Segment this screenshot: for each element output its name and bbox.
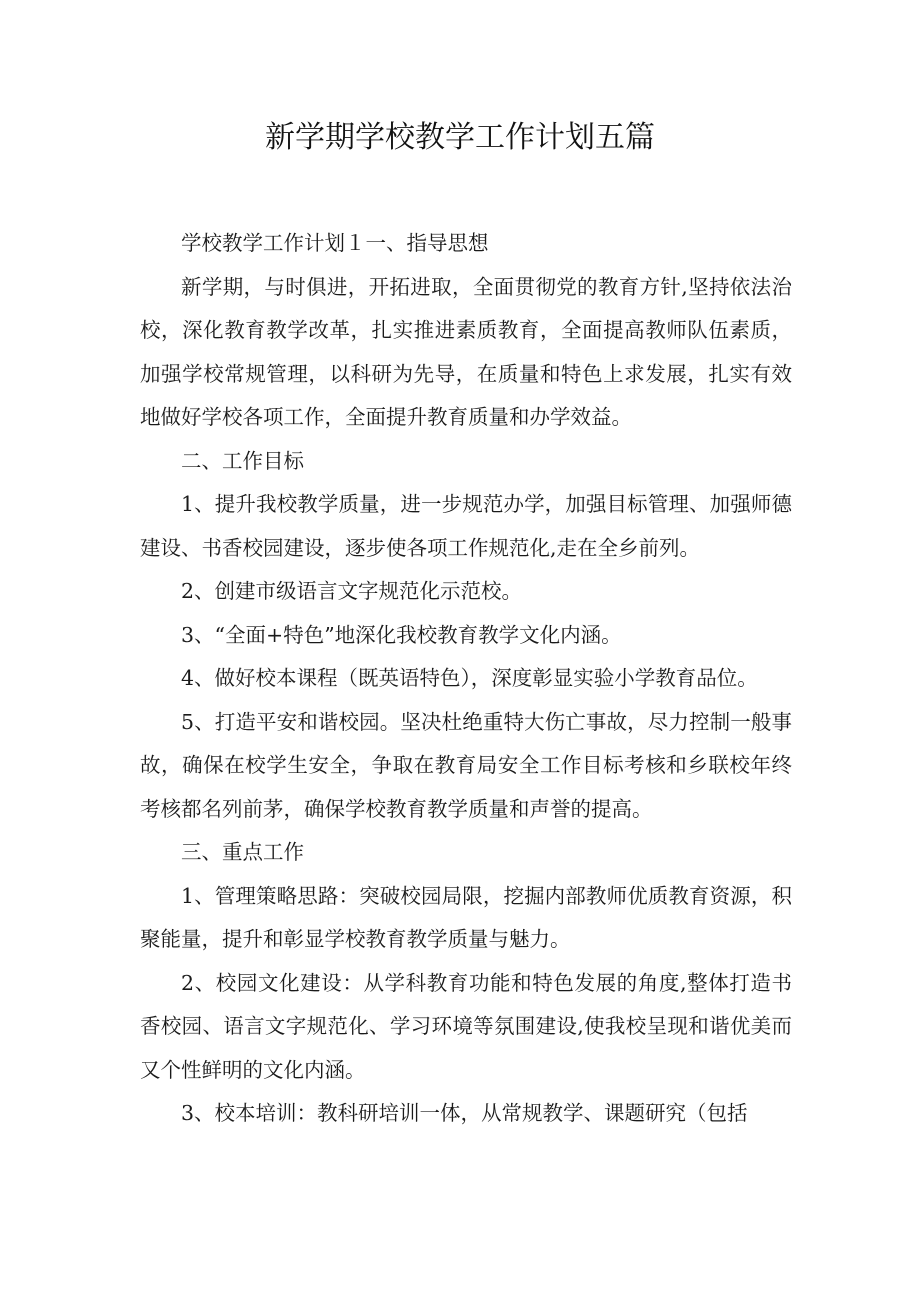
key-work-item-1: 1、管理策略思路：突破校园局限，挖掘内部教师优质教育资源，积聚能量，提升和彰显学校教育教学质量与魅力。 [140,883,792,951]
goal-item-5: 5、打造平安和谐校园。坚决杜绝重特大伤亡事故，尽力控制一般事故，确保在校学生安全，争取在教育局安全工作目标考核和乡联校年终考核都名列前茅，确保学校教育教学质量和声誉的提高。 [140,709,792,821]
goal-item-3: 3、“全面+特色”地深化我校教育教学文化内涵。 [181,622,622,647]
document-body [140,222,792,1136]
key-work-item-3: 3、校本培训：教科研培训一体，从常规教学、课题研究（包括 [181,1101,748,1125]
goal-item-2: 2、创建市级语言文字规范化示范校。 [181,579,523,603]
document-title: 新学期学校教学工作计划五篇 [265,120,655,155]
paragraph-plan-heading: 学校教学工作计划１一、指导思想 [181,231,489,255]
section-heading-key-work: 三、重点工作 [181,840,304,864]
paragraph-guiding-thought: 新学期，与时俱进，开拓进取，全面贯彻党的教育方针,坚持依法治校，深化教育教学改革，扎实推进素质教育，全面提高教师队伍素质，加强学校常规管理，以科研为先导，在质量和特色上求发展，扎实有效地做好学校各项工作，全面提升教育质量和办学效益。 [140,274,792,429]
goal-item-4: 4、做好校本课程（既英语特色），深度彰显实验小学教育品位。 [181,666,758,690]
key-work-item-2: 2、校园文化建设：从学科教育功能和特色发展的角度,整体打造书香校园、语言文字规范化、学习环境等氛围建设,使我校呈现和谐优美而又个性鲜明的文化内涵。 [140,970,792,1082]
goal-item-1: 1、提升我校教学质量，进一步规范办学，加强目标管理、加强师德建设、书香校园建设，逐步使各项工作规范化,走在全乡前列。 [140,492,792,560]
section-heading-goals: 二、工作目标 [181,448,304,473]
